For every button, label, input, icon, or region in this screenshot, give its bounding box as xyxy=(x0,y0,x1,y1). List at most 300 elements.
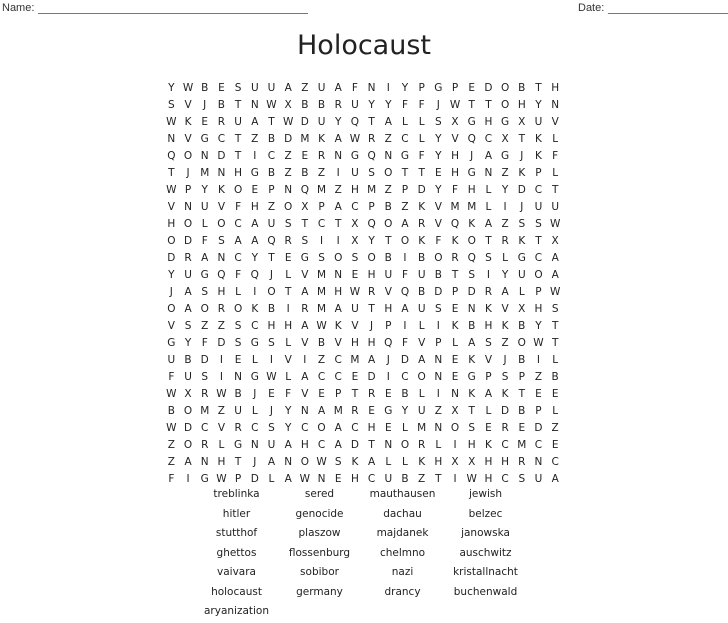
grid-cell[interactable]: U xyxy=(267,82,276,94)
grid-cell[interactable]: S xyxy=(184,320,192,332)
grid-cell[interactable]: K xyxy=(468,388,476,400)
grid-cell[interactable]: K xyxy=(535,150,542,162)
grid-cell[interactable]: L xyxy=(552,167,559,179)
grid-cell[interactable]: H xyxy=(267,320,276,332)
grid-cell[interactable]: O xyxy=(334,252,343,264)
grid-cell[interactable]: O xyxy=(167,235,176,247)
grid-cell[interactable]: C xyxy=(317,218,326,230)
grid-cell[interactable]: H xyxy=(384,303,393,315)
grid-cell[interactable]: T xyxy=(468,405,475,417)
grid-cell[interactable]: N xyxy=(484,167,493,179)
grid-cell[interactable]: J xyxy=(503,354,507,366)
grid-cell[interactable]: L xyxy=(251,405,258,417)
grid-cell[interactable]: C xyxy=(251,320,259,332)
grid-cell[interactable]: G xyxy=(434,82,443,94)
grid-cell[interactable]: M xyxy=(317,184,327,196)
grid-cell[interactable]: Q xyxy=(450,218,460,230)
grid-cell[interactable]: R xyxy=(484,286,493,298)
grid-cell[interactable]: X xyxy=(351,218,359,230)
grid-cell[interactable]: M xyxy=(417,422,427,434)
grid-cell[interactable]: K xyxy=(518,235,526,247)
grid-cell[interactable]: Y xyxy=(251,252,258,264)
grid-cell[interactable]: A xyxy=(267,456,276,468)
grid-cell[interactable]: C xyxy=(534,184,543,196)
grid-cell[interactable]: L xyxy=(435,439,442,451)
grid-cell[interactable]: H xyxy=(501,456,510,468)
grid-cell[interactable]: R xyxy=(518,456,526,468)
grid-cell[interactable]: O xyxy=(267,286,276,298)
grid-cell[interactable]: F xyxy=(552,150,559,162)
grid-cell[interactable]: O xyxy=(500,99,510,111)
grid-cell[interactable]: W xyxy=(466,473,477,485)
grid-cell[interactable]: L xyxy=(452,337,458,349)
grid-cell[interactable]: S xyxy=(551,303,559,315)
grid-cell[interactable]: Z xyxy=(317,167,326,179)
grid-cell[interactable]: L xyxy=(218,439,225,451)
grid-cell[interactable]: A xyxy=(334,422,342,434)
grid-cell[interactable]: I xyxy=(286,303,290,315)
grid-cell[interactable]: G xyxy=(467,167,476,179)
grid-cell[interactable]: A xyxy=(334,303,342,315)
grid-cell[interactable]: C xyxy=(351,422,359,434)
grid-cell[interactable]: B xyxy=(518,405,526,417)
grid-cell[interactable]: A xyxy=(334,439,342,451)
grid-cell[interactable]: L xyxy=(418,320,425,332)
grid-cell[interactable]: G xyxy=(517,252,526,264)
grid-cell[interactable]: O xyxy=(384,167,393,179)
grid-cell[interactable]: D xyxy=(534,422,543,434)
grid-cell[interactable]: H xyxy=(551,82,560,94)
grid-cell[interactable]: Z xyxy=(334,184,342,196)
grid-cell[interactable]: Z xyxy=(251,133,259,145)
grid-cell[interactable]: M xyxy=(317,303,327,315)
grid-cell[interactable]: W xyxy=(316,320,327,332)
grid-cell[interactable]: A xyxy=(234,235,242,247)
grid-cell[interactable]: U xyxy=(351,99,359,111)
grid-cell[interactable]: U xyxy=(234,405,242,417)
grid-cell[interactable]: Z xyxy=(401,201,409,213)
grid-cell[interactable]: Z xyxy=(384,133,392,145)
grid-cell[interactable]: E xyxy=(334,473,342,485)
date-blank-line[interactable] xyxy=(608,3,728,14)
grid-cell[interactable]: C xyxy=(401,371,409,383)
grid-cell[interactable]: W xyxy=(299,473,311,485)
grid-cell[interactable]: E xyxy=(551,439,559,451)
grid-cell[interactable]: D xyxy=(300,116,309,128)
grid-cell[interactable]: O xyxy=(317,422,326,434)
grid-cell[interactable]: I xyxy=(186,473,190,485)
grid-cell[interactable]: D xyxy=(350,439,359,451)
grid-cell[interactable]: G xyxy=(467,371,476,383)
grid-cell[interactable]: Z xyxy=(534,371,543,383)
grid-cell[interactable]: Q xyxy=(167,150,176,162)
grid-cell[interactable]: O xyxy=(450,422,460,434)
grid-cell[interactable]: C xyxy=(217,133,226,145)
grid-cell[interactable]: N xyxy=(284,456,293,468)
grid-cell[interactable]: A xyxy=(251,116,259,128)
grid-cell[interactable]: T xyxy=(418,167,425,179)
grid-cell[interactable]: J xyxy=(370,320,374,332)
grid-cell[interactable]: P xyxy=(535,167,542,179)
grid-cell[interactable]: H xyxy=(467,184,476,196)
grid-cell[interactable]: N xyxy=(300,405,309,417)
grid-cell[interactable]: I xyxy=(386,371,390,383)
grid-cell[interactable]: G xyxy=(384,405,393,417)
grid-cell[interactable]: J xyxy=(269,269,274,281)
grid-cell[interactable]: E xyxy=(351,371,359,383)
name-blank-line[interactable] xyxy=(38,3,308,14)
grid-cell[interactable]: G xyxy=(501,116,510,128)
grid-cell[interactable]: G xyxy=(467,116,476,128)
grid-cell[interactable]: R xyxy=(317,150,326,162)
grid-cell[interactable]: V xyxy=(167,201,175,213)
grid-cell[interactable]: V xyxy=(284,354,292,366)
grid-cell[interactable]: O xyxy=(384,218,393,230)
grid-cell[interactable]: H xyxy=(217,456,226,468)
grid-cell[interactable]: N xyxy=(551,99,560,111)
grid-cell[interactable]: W xyxy=(166,422,177,434)
grid-cell[interactable]: W xyxy=(182,82,194,94)
grid-cell[interactable]: Q xyxy=(367,150,376,162)
grid-cell[interactable]: S xyxy=(201,371,209,383)
grid-cell[interactable]: I xyxy=(319,235,324,247)
grid-cell[interactable]: E xyxy=(234,354,242,366)
grid-cell[interactable]: P xyxy=(234,473,242,485)
grid-cell[interactable]: T xyxy=(335,218,342,230)
grid-cell[interactable]: Z xyxy=(167,456,175,468)
grid-cell[interactable]: Y xyxy=(335,116,342,128)
grid-cell[interactable]: R xyxy=(217,303,226,315)
grid-cell[interactable]: E xyxy=(535,388,542,400)
grid-cell[interactable]: F xyxy=(201,337,208,349)
grid-cell[interactable]: H xyxy=(284,320,293,332)
grid-cell[interactable]: I xyxy=(386,82,390,94)
grid-cell[interactable]: A xyxy=(251,235,259,247)
grid-cell[interactable]: S xyxy=(284,218,292,230)
grid-cell[interactable]: A xyxy=(317,405,326,417)
grid-cell[interactable]: W xyxy=(533,337,544,349)
grid-cell[interactable]: W xyxy=(166,116,177,128)
grid-cell[interactable]: E xyxy=(351,269,359,281)
grid-cell[interactable]: H xyxy=(434,456,443,468)
grid-cell[interactable]: A xyxy=(284,473,292,485)
grid-cell[interactable]: B xyxy=(418,286,426,298)
grid-cell[interactable]: B xyxy=(434,269,442,281)
grid-cell[interactable]: O xyxy=(434,252,443,264)
grid-cell[interactable]: K xyxy=(451,235,459,247)
grid-cell[interactable]: Q xyxy=(400,286,410,298)
grid-cell[interactable]: Y xyxy=(501,269,509,281)
grid-cell[interactable]: R xyxy=(284,235,292,247)
grid-cell[interactable]: Z xyxy=(418,473,426,485)
grid-cell[interactable]: F xyxy=(285,388,292,400)
grid-cell[interactable]: F xyxy=(351,82,358,94)
grid-cell[interactable]: W xyxy=(549,286,561,298)
grid-cell[interactable]: C xyxy=(334,354,342,366)
grid-cell[interactable]: O xyxy=(233,303,243,315)
grid-cell[interactable]: S xyxy=(234,320,242,332)
grid-cell[interactable]: S xyxy=(518,473,526,485)
grid-cell[interactable]: D xyxy=(250,473,259,485)
grid-cell[interactable]: E xyxy=(551,388,559,400)
grid-cell[interactable]: K xyxy=(468,218,476,230)
grid-cell[interactable]: C xyxy=(401,133,409,145)
grid-cell[interactable]: P xyxy=(184,184,192,196)
grid-cell[interactable]: B xyxy=(317,99,326,111)
grid-cell[interactable]: O xyxy=(233,184,243,196)
grid-cell[interactable]: W xyxy=(266,371,277,383)
grid-cell[interactable]: F xyxy=(401,99,408,111)
grid-cell[interactable]: Y xyxy=(368,99,375,111)
grid-cell[interactable]: D xyxy=(217,337,226,349)
grid-cell[interactable]: F xyxy=(235,269,242,281)
grid-cell[interactable]: I xyxy=(336,167,340,179)
grid-cell[interactable]: P xyxy=(535,286,542,298)
grid-cell[interactable]: O xyxy=(183,405,193,417)
grid-cell[interactable]: R xyxy=(501,422,509,434)
grid-cell[interactable]: Y xyxy=(435,150,442,162)
grid-cell[interactable]: F xyxy=(201,235,208,247)
grid-cell[interactable]: E xyxy=(451,371,459,383)
grid-cell[interactable]: T xyxy=(234,150,242,162)
grid-cell[interactable]: R xyxy=(367,286,376,298)
grid-cell[interactable]: Q xyxy=(217,269,226,281)
grid-cell[interactable]: K xyxy=(184,116,192,128)
grid-cell[interactable]: S xyxy=(318,252,325,264)
grid-cell[interactable]: A xyxy=(334,133,342,145)
grid-cell[interactable]: S xyxy=(435,116,442,128)
grid-cell[interactable]: Y xyxy=(535,99,542,111)
grid-cell[interactable]: S xyxy=(234,337,242,349)
grid-cell[interactable]: K xyxy=(484,303,492,315)
grid-cell[interactable]: P xyxy=(535,405,542,417)
grid-cell[interactable]: G xyxy=(200,473,209,485)
grid-cell[interactable]: K xyxy=(518,167,526,179)
grid-cell[interactable]: U xyxy=(234,116,242,128)
grid-cell[interactable]: W xyxy=(216,473,227,485)
grid-cell[interactable]: Q xyxy=(350,116,360,128)
grid-cell[interactable]: D xyxy=(200,354,209,366)
grid-cell[interactable]: Z xyxy=(501,218,509,230)
grid-cell[interactable]: G xyxy=(167,337,176,349)
grid-cell[interactable]: W xyxy=(449,99,461,111)
grid-cell[interactable]: E xyxy=(384,422,392,434)
grid-cell[interactable]: I xyxy=(486,269,490,281)
grid-cell[interactable]: A xyxy=(251,218,259,230)
grid-cell[interactable]: S xyxy=(485,252,492,264)
grid-cell[interactable]: H xyxy=(350,184,359,196)
grid-cell[interactable]: Z xyxy=(384,184,392,196)
grid-cell[interactable]: L xyxy=(402,422,408,434)
grid-cell[interactable]: S xyxy=(301,235,309,247)
grid-cell[interactable]: O xyxy=(284,201,293,213)
grid-cell[interactable]: J xyxy=(386,354,390,366)
grid-cell[interactable]: O xyxy=(417,371,426,383)
grid-cell[interactable]: R xyxy=(217,116,226,128)
grid-cell[interactable]: H xyxy=(367,337,376,349)
grid-cell[interactable]: R xyxy=(301,303,309,315)
grid-cell[interactable]: T xyxy=(535,82,542,94)
grid-cell[interactable]: T xyxy=(234,456,242,468)
grid-cell[interactable]: V xyxy=(301,388,309,400)
grid-cell[interactable]: U xyxy=(317,116,326,128)
grid-cell[interactable]: U xyxy=(250,82,259,94)
grid-cell[interactable]: S xyxy=(201,286,209,298)
grid-cell[interactable]: D xyxy=(484,82,493,94)
grid-cell[interactable]: D xyxy=(434,286,443,298)
grid-cell[interactable]: B xyxy=(551,371,559,383)
grid-cell[interactable]: D xyxy=(517,184,526,196)
grid-cell[interactable]: O xyxy=(400,235,410,247)
grid-cell[interactable]: F xyxy=(235,201,242,213)
grid-cell[interactable]: S xyxy=(218,235,225,247)
grid-cell[interactable]: V xyxy=(217,422,225,434)
grid-cell[interactable]: Q xyxy=(267,235,276,247)
grid-cell[interactable]: S xyxy=(368,167,375,179)
grid-cell[interactable]: L xyxy=(518,286,525,298)
grid-cell[interactable]: B xyxy=(384,252,392,264)
grid-cell[interactable]: L xyxy=(201,218,208,230)
grid-cell[interactable]: L xyxy=(485,201,492,213)
grid-cell[interactable]: L xyxy=(235,286,242,298)
grid-cell[interactable]: E xyxy=(268,388,275,400)
grid-cell[interactable]: F xyxy=(418,150,425,162)
grid-cell[interactable]: B xyxy=(518,320,526,332)
grid-cell[interactable]: U xyxy=(534,116,543,128)
grid-cell[interactable]: I xyxy=(536,354,541,366)
grid-cell[interactable]: Q xyxy=(250,269,259,281)
grid-cell[interactable]: N xyxy=(367,82,376,94)
grid-cell[interactable]: U xyxy=(184,371,192,383)
grid-cell[interactable]: H xyxy=(484,116,493,128)
grid-cell[interactable]: K xyxy=(418,235,426,247)
grid-cell[interactable]: D xyxy=(284,133,293,145)
grid-cell[interactable]: Q xyxy=(467,133,476,145)
grid-cell[interactable]: A xyxy=(284,82,292,94)
grid-cell[interactable]: L xyxy=(552,405,559,417)
grid-cell[interactable]: J xyxy=(470,150,474,162)
grid-cell[interactable]: H xyxy=(367,422,376,434)
grid-cell[interactable]: C xyxy=(484,133,493,145)
grid-cell[interactable]: V xyxy=(484,354,492,366)
grid-cell[interactable]: R xyxy=(234,422,242,434)
grid-cell[interactable]: A xyxy=(401,218,409,230)
grid-cell[interactable]: K xyxy=(318,133,325,145)
grid-cell[interactable]: P xyxy=(385,320,392,332)
grid-cell[interactable]: T xyxy=(551,320,559,332)
grid-cell[interactable]: M xyxy=(317,269,327,281)
grid-cell[interactable]: A xyxy=(484,388,492,400)
grid-cell[interactable]: T xyxy=(234,133,242,145)
grid-cell[interactable]: D xyxy=(367,371,376,383)
grid-cell[interactable]: Z xyxy=(317,354,326,366)
grid-cell[interactable]: L xyxy=(285,269,292,281)
grid-cell[interactable]: T xyxy=(368,116,375,128)
grid-cell[interactable]: A xyxy=(301,371,309,383)
grid-cell[interactable]: I xyxy=(219,354,223,366)
grid-cell[interactable]: V xyxy=(217,201,225,213)
grid-cell[interactable]: Z xyxy=(284,150,292,162)
grid-cell[interactable]: E xyxy=(318,388,325,400)
grid-cell[interactable]: T xyxy=(385,235,392,247)
grid-cell[interactable]: L xyxy=(485,405,492,417)
grid-cell[interactable]: S xyxy=(234,82,242,94)
grid-cell[interactable]: O xyxy=(367,252,376,264)
grid-cell[interactable]: I xyxy=(453,473,457,485)
grid-cell[interactable]: V xyxy=(334,337,342,349)
grid-cell[interactable]: K xyxy=(418,201,426,213)
grid-cell[interactable]: T xyxy=(551,184,559,196)
grid-cell[interactable]: A xyxy=(551,269,559,281)
grid-cell[interactable]: Q xyxy=(367,218,376,230)
grid-cell[interactable]: J xyxy=(203,99,207,111)
grid-cell[interactable]: F xyxy=(418,99,425,111)
grid-cell[interactable]: B xyxy=(418,252,426,264)
grid-cell[interactable]: G xyxy=(400,150,410,162)
grid-cell[interactable]: Z xyxy=(301,82,309,94)
grid-cell[interactable]: C xyxy=(234,252,242,264)
grid-cell[interactable]: E xyxy=(435,167,442,179)
grid-cell[interactable]: M xyxy=(333,405,343,417)
grid-cell[interactable]: G xyxy=(250,337,259,349)
grid-cell[interactable]: M xyxy=(350,354,360,366)
grid-cell[interactable]: J xyxy=(520,150,524,162)
grid-cell[interactable]: V xyxy=(434,218,442,230)
grid-cell[interactable]: C xyxy=(534,439,543,451)
grid-cell[interactable]: B xyxy=(401,473,409,485)
grid-cell[interactable]: V xyxy=(351,320,359,332)
grid-cell[interactable]: D xyxy=(217,150,226,162)
grid-cell[interactable]: N xyxy=(451,388,459,400)
grid-cell[interactable]: W xyxy=(316,456,327,468)
grid-cell[interactable]: U xyxy=(384,473,393,485)
grid-cell[interactable]: U xyxy=(534,201,543,213)
grid-cell[interactable]: V xyxy=(184,99,192,111)
grid-cell[interactable]: C xyxy=(351,201,359,213)
grid-cell[interactable]: K xyxy=(501,320,509,332)
grid-cell[interactable]: B xyxy=(167,405,175,417)
grid-cell[interactable]: I xyxy=(453,439,457,451)
grid-cell[interactable]: N xyxy=(434,354,443,366)
grid-cell[interactable]: K xyxy=(501,388,509,400)
grid-cell[interactable]: N xyxy=(200,150,209,162)
grid-cell[interactable]: T xyxy=(268,252,275,264)
grid-cell[interactable]: N xyxy=(434,422,443,434)
grid-cell[interactable]: G xyxy=(250,371,259,383)
grid-cell[interactable]: Z xyxy=(217,320,225,332)
grid-cell[interactable]: M xyxy=(367,184,377,196)
grid-cell[interactable]: V xyxy=(301,269,309,281)
grid-cell[interactable]: J xyxy=(436,99,440,111)
grid-cell[interactable]: U xyxy=(517,269,526,281)
grid-cell[interactable]: P xyxy=(451,286,459,298)
grid-cell[interactable]: E xyxy=(485,422,492,434)
grid-cell[interactable]: K xyxy=(217,184,225,196)
grid-cell[interactable]: U xyxy=(551,201,559,213)
grid-cell[interactable]: A xyxy=(484,218,492,230)
grid-cell[interactable]: C xyxy=(334,371,342,383)
grid-cell[interactable]: Q xyxy=(384,337,393,349)
grid-cell[interactable]: V xyxy=(501,303,509,315)
grid-cell[interactable]: B xyxy=(301,99,309,111)
grid-cell[interactable]: S xyxy=(268,337,275,349)
grid-cell[interactable]: A xyxy=(201,252,209,264)
grid-cell[interactable]: W xyxy=(216,388,227,400)
grid-cell[interactable]: B xyxy=(267,303,276,315)
grid-cell[interactable]: N xyxy=(200,456,209,468)
grid-cell[interactable]: P xyxy=(518,371,525,383)
grid-cell[interactable]: C xyxy=(234,218,242,230)
